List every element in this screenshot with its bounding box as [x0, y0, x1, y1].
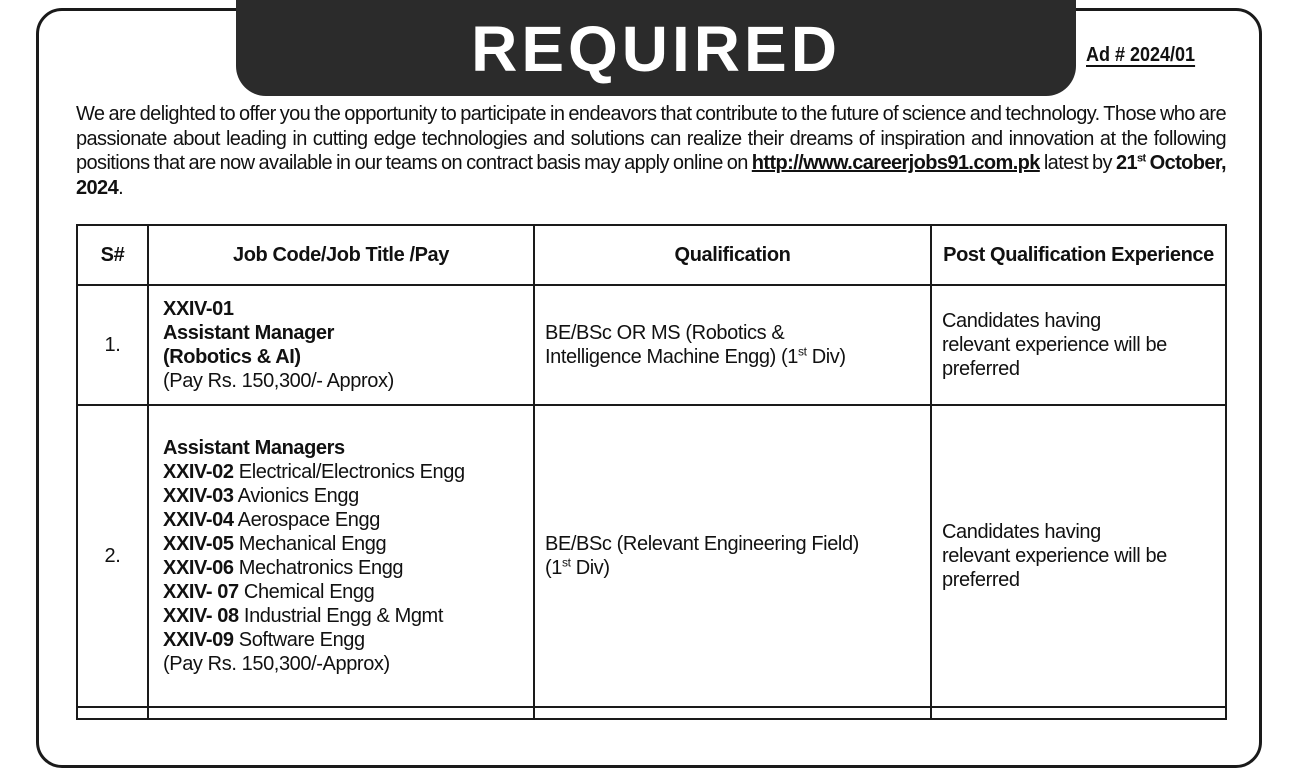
header-experience: Post Qualification Experience: [931, 225, 1226, 285]
table-row: [77, 285, 1226, 405]
intro-paragraph: We are delighted to offer you the opportunity to participate in endeavors that contribute to the future of science and technology. Those who are passionate about leading in cutting edge technologies and solutions can realize their dreams of inspiration and innovation at the following positions that are now available in our teams on contract basis may apply online on http://www.careerjobs91.com.pk latest by 21st October, 2024.: [76, 103, 1226, 199]
job-title: Assistant Manager: [163, 322, 335, 344]
table-header-row: [77, 225, 1226, 285]
experience-cell: Candidates having relevant experience will be preferred: [931, 285, 1226, 405]
position-line: XXIV- 08 Industrial Engg & Mgmt: [163, 605, 443, 627]
jobs-table: [76, 224, 1227, 720]
page-title: REQUIRED: [471, 13, 841, 85]
apply-url-link[interactable]: http://www.careerjobs91.com.pk: [751, 152, 1040, 174]
row-sno: 1.: [77, 285, 148, 405]
ad-number: Ad # 2024/01: [1086, 44, 1196, 66]
header-sno: S#: [77, 225, 148, 285]
deadline-date: 21st October, 2024: [76, 152, 1226, 199]
job-pay: (Pay Rs. 150,300/-Approx): [163, 653, 390, 675]
position-line: XXIV-02 Electrical/Electronics Engg: [163, 461, 465, 483]
position-line: XXIV-05 Mechanical Engg: [163, 533, 387, 555]
position-line: XXIV-09 Software Engg: [163, 629, 365, 651]
position-line: XXIV-04 Aerospace Engg: [163, 509, 380, 531]
position-line: XXIV- 07 Chemical Engg: [163, 581, 375, 603]
position-line: XXIV-03 Avionics Engg: [163, 485, 359, 507]
job-title-cell: [148, 285, 534, 405]
header-qualification: Qualification: [534, 225, 931, 285]
latest-by-text: latest by: [1043, 152, 1112, 174]
header-job-title: Job Code/Job Title /Pay: [148, 225, 534, 285]
position-line: XXIV-06 Mechatronics Engg: [163, 557, 404, 579]
job-title-cell: [148, 405, 534, 707]
job-code: XXIV-01: [163, 298, 234, 320]
job-heading: Assistant Managers: [163, 437, 345, 459]
table-row-partial: [77, 707, 1226, 719]
qualification-cell: BE/BSc (Relevant Engineering Field) (1st Div): [534, 405, 931, 707]
row-sno: 2.: [77, 405, 148, 707]
job-pay: (Pay Rs. 150,300/- Approx): [163, 370, 394, 392]
experience-cell: Candidates having relevant experience will be preferred: [931, 405, 1226, 707]
qualification-cell: BE/BSc OR MS (Robotics & Intelligence Machine Engg) (1st Div): [534, 285, 931, 405]
intro-text: We are delighted to offer you the opportunity to participate in endeavors that contribute to the future of science and technology. Those who are passionate about leading in cutting edge technologies and solutions can realize their dreams of inspiration and innovation at the following positions that are now available in our teams on contract basis may apply online on: [76, 103, 1226, 174]
table-row: [77, 405, 1226, 707]
job-subtitle: (Robotics & AI): [163, 346, 301, 368]
